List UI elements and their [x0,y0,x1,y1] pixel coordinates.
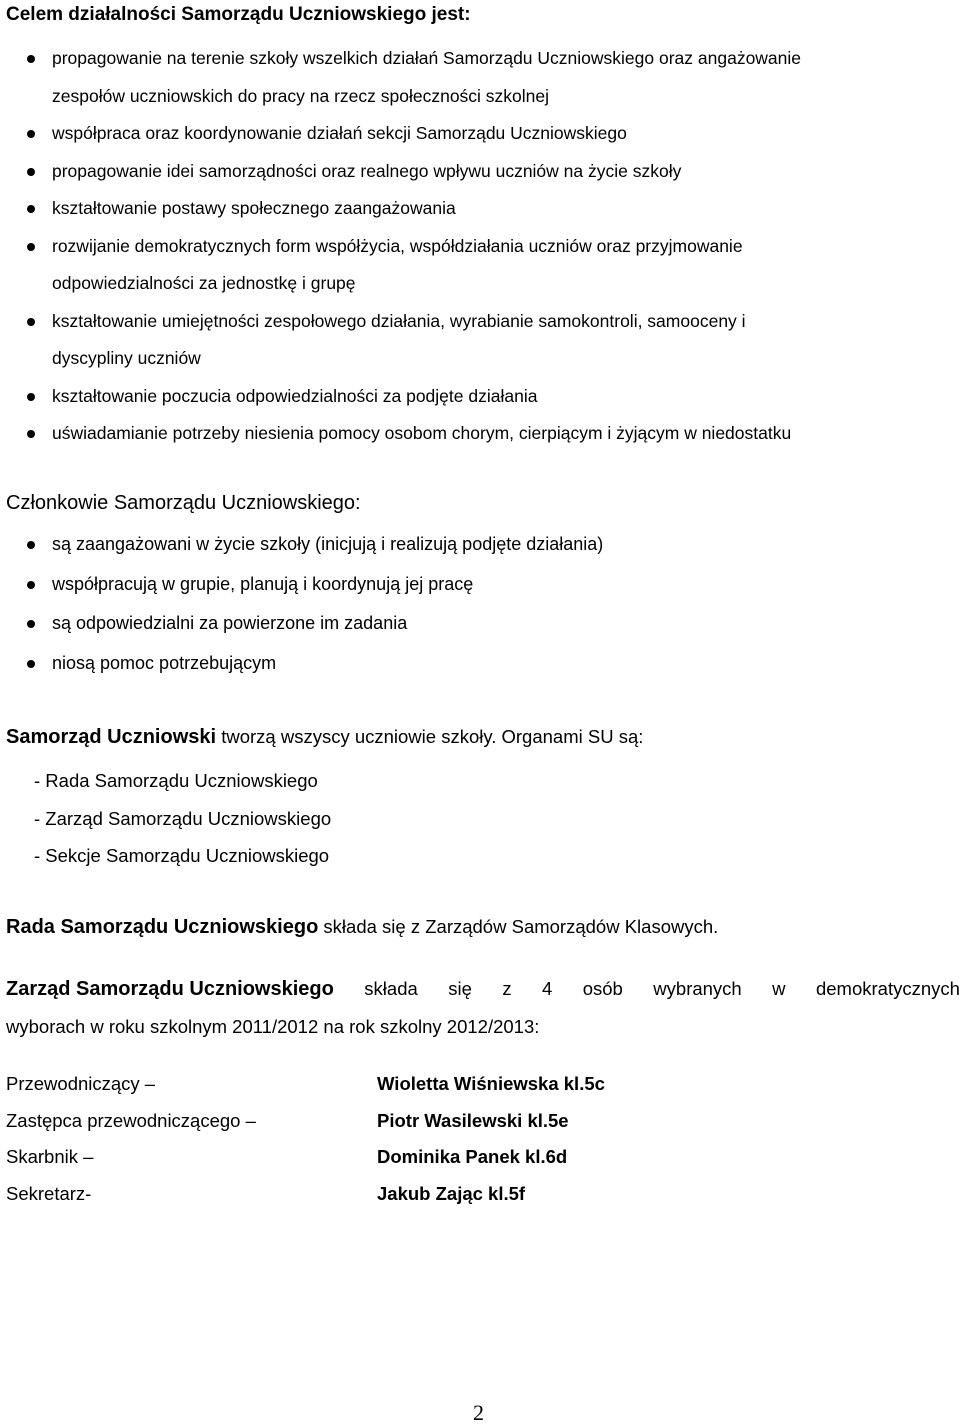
su-paragraph [6,726,643,749]
su-term: Samorząd Uczniowski [6,726,217,748]
bullet-icon [27,581,35,589]
list-item [0,565,960,605]
word: się [448,978,472,999]
organs-list [34,762,331,875]
list-item [0,644,960,684]
bullet-icon [27,318,35,326]
organ-item: - Zarząd Samorządu Uczniowskiego [34,807,332,829]
officer-row [6,1139,906,1176]
word: w [772,978,786,999]
members-heading: Członkowie Samorządu Uczniowskiego: [6,492,361,514]
officer-role: Zastępca przewodniczącego – [6,1109,256,1131]
goals-list [0,40,960,453]
list-item [0,228,960,303]
bullet-icon [27,620,35,628]
bullet-icon [27,430,35,438]
list-item-text: niosą pomoc potrzebującym [52,652,277,673]
officer-role: Sekretarz- [6,1182,92,1204]
bullet-icon [27,541,35,549]
officer-role: Przewodniczący – [6,1073,156,1094]
list-item-text: są odpowiedzialni za powierzone im zadania [52,613,408,633]
zarzad-line: wyborach w roku szkolnym 2011/2012 na rok szkolny 2012/2013: [6,1016,540,1037]
organ-item: - Sekcje Samorządu Uczniowskiego [34,845,330,866]
list-item-text: propagowanie idei samorządności oraz realnego wpływu uczniów na życie szkoły [52,160,682,181]
list-item [0,190,960,228]
zarzad-term: Zarząd Samorządu Uczniowskiego [6,978,334,1000]
word: wybranych [653,978,742,999]
bullet-icon [27,243,35,251]
organ-item: - Rada Samorządu Uczniowskiego [34,770,318,791]
officer-person: Wioletta Wiśniewska kl.5c [377,1073,605,1094]
officer-row [6,1066,906,1103]
officer-person: Dominika Panek kl.6d [377,1146,568,1167]
list-item-text: zespołów uczniowskich do pracy na rzecz społeczności szkolnej [52,85,550,106]
list-item-text: rozwijanie demokratycznych form współżycia, współdziałania uczniów oraz przyjmowanie [52,235,743,256]
list-item-text: współpracują w grupie, planują i koordynują jej pracę [52,573,474,594]
list-item-text: odpowiedzialności za jednostkę i grupę [52,273,356,293]
bullet-icon [27,660,35,668]
bullet-icon [27,393,35,401]
bullet-icon [27,130,35,138]
list-item [0,378,960,416]
members-list [0,525,960,683]
word: z [502,978,512,999]
officer-row [6,1176,906,1213]
officer-row [6,1103,906,1140]
su-text: tworzą wszyscy uczniowie szkoły. Organami SU są: [216,726,644,747]
zarzad-line [6,970,960,1008]
bullet-icon [27,55,35,63]
officer-role: Skarbnik – [6,1146,94,1167]
word: składa [364,978,418,999]
officers-list [6,1066,906,1212]
officer-person: Jakub Zając kl.5f [377,1182,526,1204]
list-item-text: są zaangażowani w życie szkoły (inicjują i realizują podjęte działania) [52,534,604,554]
list-item [0,303,960,378]
list-item-text: uświadamianie potrzeby niesienia pomocy osobom chorym, cierpiącym i żyjącym w niedostatku [52,423,792,443]
word: demokratycznych [815,978,960,999]
list-item [0,115,960,153]
list-item-text: kształtowanie postawy społecznego zaangażowania [52,198,456,218]
list-item [0,604,960,644]
zarzad-paragraph [6,970,960,1046]
list-item [0,525,960,565]
bullet-icon [27,205,35,213]
list-item-text: kształtowanie umiejętności zespołowego działania, wyrabianie samokontroli, samooceny i [52,310,746,331]
list-item-text: kształtowanie poczucia odpowiedzialności za podjęte działania [52,385,538,406]
goals-heading: Celem działalności Samorządu Uczniowskiego jest: [6,4,471,25]
rada-paragraph [6,916,718,939]
list-item-text: współpraca oraz koordynowanie działań sekcji Samorządu Uczniowskiego [52,123,627,143]
list-item-text: dyscypliny uczniów [52,348,201,368]
rada-text: składa się z Zarządów Samorządów Klasowych. [318,916,719,937]
list-item [0,40,960,115]
rada-term: Rada Samorządu Uczniowskiego [6,916,319,938]
officer-person: Piotr Wasilewski kl.5e [377,1109,569,1131]
list-item [0,153,960,191]
page-number: 2 [473,1400,484,1425]
bullet-icon [27,168,35,176]
list-item-text: propagowanie na terenie szkoły wszelkich działań Samorządu Uczniowskiego oraz angażowanie [52,48,802,68]
word: 4 [542,978,553,999]
word: osób [582,978,623,999]
list-item [0,415,960,453]
